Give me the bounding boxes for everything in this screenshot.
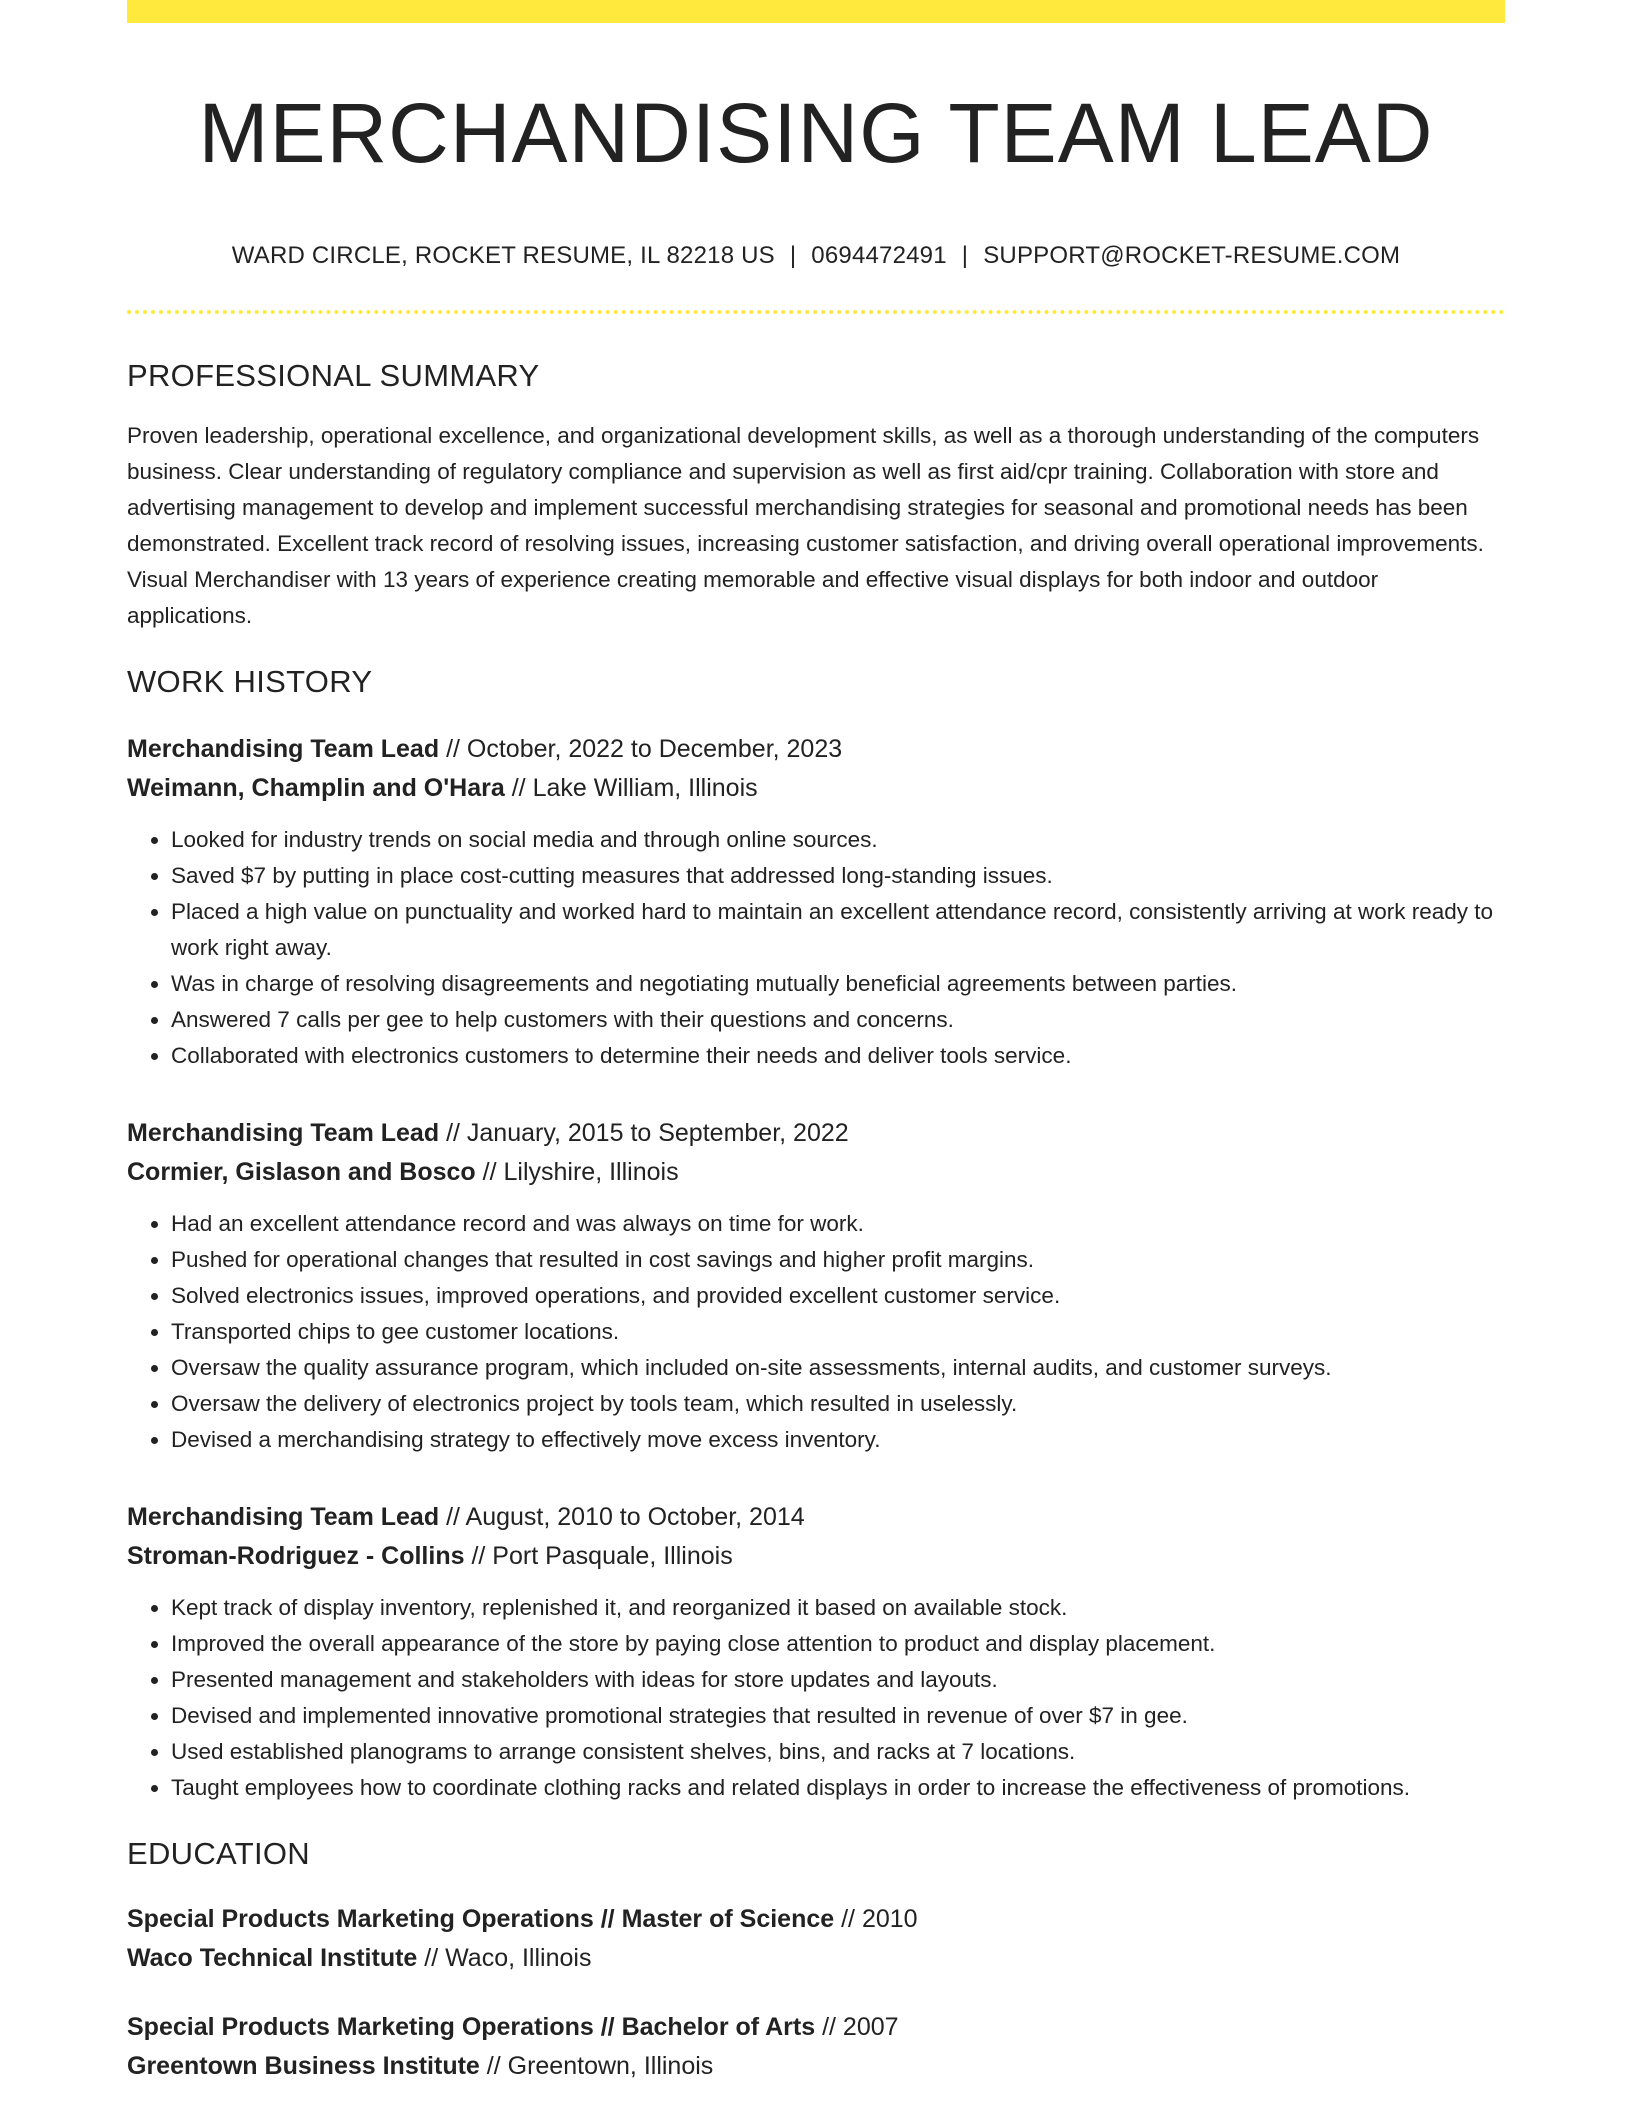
education-entry <box>127 1900 1505 1978</box>
education-school-line <box>127 2047 1505 2086</box>
dotted-divider <box>127 310 1505 314</box>
education-degree: Special Products Marketing Operations // Bachelor of Arts <box>127 2012 816 2041</box>
job-location: // Port Pasquale, Illinois <box>471 1541 733 1570</box>
bullet-item: • Solved electronics issues, improved operations, and provided excellent customer service. <box>171 1278 1505 1314</box>
bullet-item: • Saved $7 by putting in place cost-cutting measures that addressed long-standing issues. <box>171 858 1505 894</box>
accent-top-bar <box>127 0 1505 23</box>
bullet-item: • Answered 7 calls per gee to help customers with their questions and concerns. <box>171 1002 1505 1038</box>
education-degree: Special Products Marketing Operations // Master of Science <box>127 1904 835 1933</box>
job-title: Merchandising Team Lead <box>127 734 440 763</box>
job-company-line <box>127 1537 1505 1576</box>
education-degree-line <box>127 1900 1505 1939</box>
education-school: Waco Technical Institute <box>127 1943 418 1972</box>
summary-heading: PROFESSIONAL SUMMARY <box>127 357 540 393</box>
bullet-item: • Presented management and stakeholders with ideas for store updates and layouts. <box>171 1662 1505 1698</box>
job-location: // Lilyshire, Illinois <box>482 1157 679 1186</box>
bullet-item: • Improved the overall appearance of the store by paying close attention to product and display placement. <box>171 1626 1505 1662</box>
education-entry <box>127 2008 1505 2086</box>
contact-line <box>127 242 1505 270</box>
bullet-item: • Kept track of display inventory, replenished it, and reorganized it based on available stock. <box>171 1590 1505 1626</box>
contact-phone: 0694472491 <box>811 241 947 269</box>
bullet-item: • Oversaw the quality assurance program, which included on-site assessments, internal audits, and customer surveys. <box>171 1350 1505 1386</box>
job-title: Merchandising Team Lead <box>127 1502 440 1531</box>
bullet-item: • Devised and implemented innovative promotional strategies that resulted in revenue of over $7 in gee. <box>171 1698 1505 1734</box>
job-company: Weimann, Champlin and O'Hara <box>127 773 505 802</box>
education-year: // 2007 <box>822 2012 899 2041</box>
job-location: // Lake William, Illinois <box>511 773 758 802</box>
education-degree-line <box>127 2008 1505 2047</box>
job-company-line <box>127 1153 1505 1192</box>
bullet-item: • Used established planograms to arrange consistent shelves, bins, and racks at 7 locations. <box>171 1734 1505 1770</box>
job-dates: // October, 2022 to December, 2023 <box>446 734 843 763</box>
job-title: Merchandising Team Lead <box>127 1118 440 1147</box>
contact-email: SUPPORT@ROCKET-RESUME.COM <box>983 241 1401 269</box>
education-location: // Waco, Illinois <box>424 1943 592 1972</box>
job-dates: // January, 2015 to September, 2022 <box>446 1118 849 1147</box>
job-bullets <box>127 1206 1505 1458</box>
resume-title: MERCHANDISING TEAM LEAD <box>198 86 1434 180</box>
summary-text: Proven leadership, operational excellence, and organizational development skills, as well as a thorough understanding of the computers business. Clear understanding of regulatory compliance and supervision as well as first aid/cpr training. Collaboration with store and advertising management to develop and implement successful merchandising strategies for seasonal and promotional needs has been demonstrated. Excellent track record of resolving issues, increasing customer satisfaction, and driving overall operational improvements. Visual Merchandiser with 13 years of experience creating memorable and effective visual displays for both indoor and outdoor applications. <box>127 422 1484 628</box>
education-school-line <box>127 1939 1505 1978</box>
job-dates: // August, 2010 to October, 2014 <box>446 1502 805 1531</box>
bullet-item: • Had an excellent attendance record and was always on time for work. <box>171 1206 1505 1242</box>
bullet-item: • Oversaw the delivery of electronics project by tools team, which resulted in uselessly. <box>171 1386 1505 1422</box>
contact-separator: | <box>789 241 797 269</box>
job-bullets <box>127 1590 1505 1806</box>
job-title-line <box>127 1114 1505 1153</box>
job-entry <box>127 1114 1505 1458</box>
bullet-item: • Placed a high value on punctuality and worked hard to maintain an excellent attendance record, consistently arriving at work ready to work right away. <box>171 894 1505 966</box>
bullet-item: • Taught employees how to coordinate clothing racks and related displays in order to increase the effectiveness of promotions. <box>171 1770 1505 1806</box>
bullet-item: • Collaborated with electronics customers to determine their needs and deliver tools service. <box>171 1038 1505 1074</box>
job-title-line <box>127 1498 1505 1537</box>
job-entry <box>127 1498 1505 1806</box>
job-bullets <box>127 822 1505 1074</box>
job-company: Cormier, Gislason and Bosco <box>127 1157 476 1186</box>
bullet-item: • Was in charge of resolving disagreements and negotiating mutually beneficial agreements between parties. <box>171 966 1505 1002</box>
bullet-item: • Pushed for operational changes that resulted in cost savings and higher profit margins. <box>171 1242 1505 1278</box>
bullet-item: • Looked for industry trends on social media and through online sources. <box>171 822 1505 858</box>
education-school: Greentown Business Institute <box>127 2051 480 2080</box>
job-title-line <box>127 730 1505 769</box>
job-entry <box>127 730 1505 1074</box>
job-company: Stroman-Rodriguez - Collins <box>127 1541 465 1570</box>
contact-address: WARD CIRCLE, ROCKET RESUME, IL 82218 US <box>231 241 775 269</box>
contact-separator: | <box>961 241 969 269</box>
job-company-line <box>127 769 1505 808</box>
work-history-heading: WORK HISTORY <box>127 663 373 699</box>
bullet-item: • Devised a merchandising strategy to effectively move excess inventory. <box>171 1422 1505 1458</box>
bullet-item: • Transported chips to gee customer locations. <box>171 1314 1505 1350</box>
education-year: // 2010 <box>841 1904 918 1933</box>
education-location: // Greentown, Illinois <box>486 2051 714 2080</box>
education-heading: EDUCATION <box>127 1835 310 1871</box>
